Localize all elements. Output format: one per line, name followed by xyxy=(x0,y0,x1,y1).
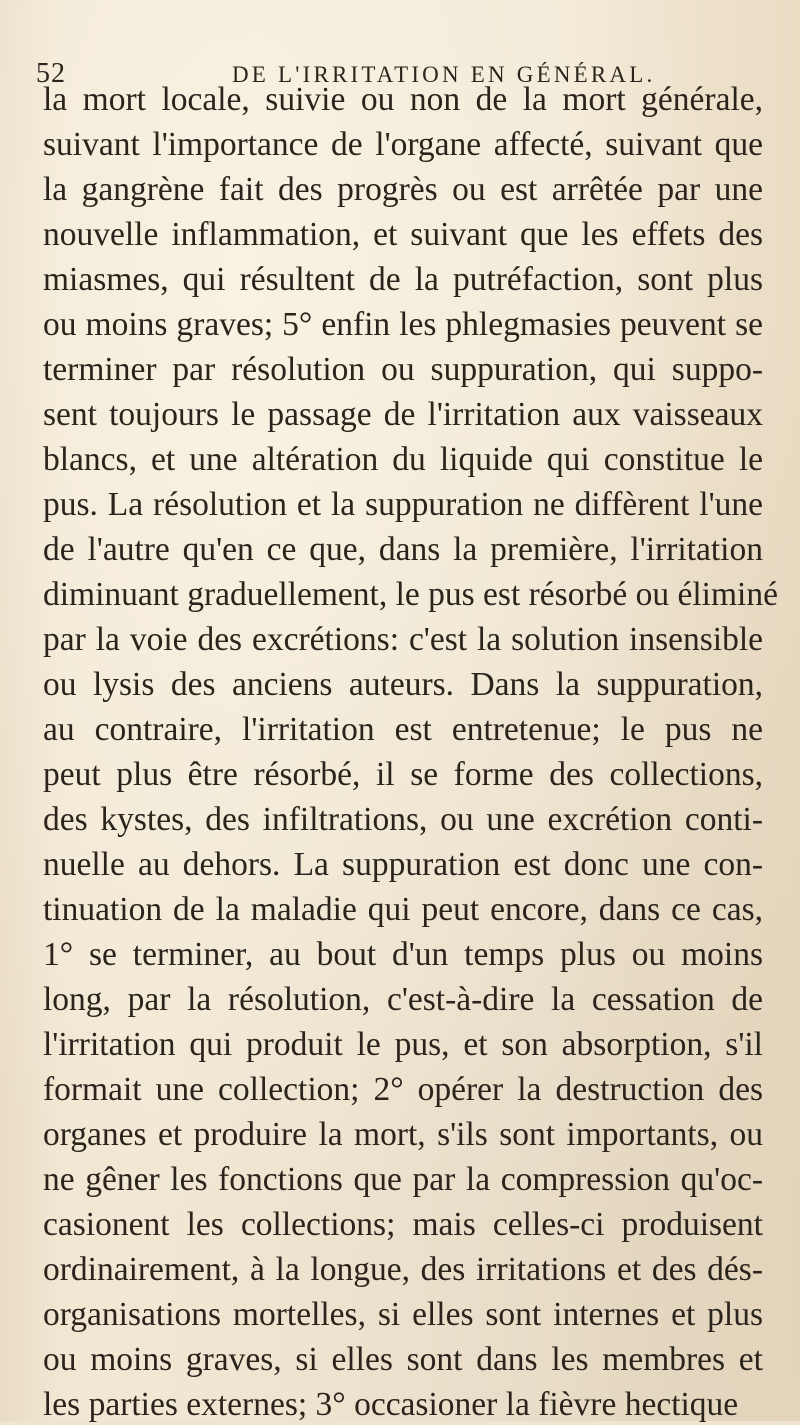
text-line: la mort locale, suivie ou non de la mort générale, xyxy=(43,81,763,118)
text-line: ou lysis des anciens auteurs. Dans la suppuration, xyxy=(43,666,763,703)
text-line: ou moins graves, si elles sont dans les membres et xyxy=(43,1341,763,1378)
text-line: 1° se terminer, au bout d'un temps plus ou moins xyxy=(43,936,763,973)
text-line: terminer par résolution ou suppuration, qui suppo- xyxy=(43,351,763,388)
text-line: suivant l'importance de l'organe affecté, suivant que xyxy=(43,126,763,163)
text-line: pus. La résolution et la suppuration ne diffèrent l'une xyxy=(43,486,763,523)
text-line: la gangrène fait des progrès ou est arrêtée par une xyxy=(43,171,763,208)
text-line: de l'autre qu'en ce que, dans la première, l'irritation xyxy=(43,531,763,568)
page-number: 52 xyxy=(36,58,66,89)
text-line: organes et produire la mort, s'ils sont importants, ou xyxy=(43,1116,763,1153)
text-line: l'irritation qui produit le pus, et son absorption, s'il xyxy=(43,1026,763,1063)
text-line: ou moins graves; 5° enfin les phlegmasies peuvent se xyxy=(43,306,763,343)
text-line: diminuant graduellement, le pus est résorbé ou éliminé xyxy=(43,576,778,613)
text-line: par la voie des excrétions: c'est la solution insensible xyxy=(43,621,763,658)
text-line: sent toujours le passage de l'irritation aux vaisseaux xyxy=(43,396,763,433)
text-line: nuelle au dehors. La suppuration est donc une con- xyxy=(43,846,763,883)
text-line: long, par la résolution, c'est-à-dire la cessation de xyxy=(43,981,763,1018)
text-line: ordinairement, à la longue, des irritations et des dés- xyxy=(43,1251,763,1288)
text-line: casionent les collections; mais celles-ci produisent xyxy=(43,1206,763,1243)
text-line: au contraire, l'irritation est entretenue; le pus ne xyxy=(43,711,763,748)
text-line: les parties externes; 3° occasioner la fièvre hectique xyxy=(43,1386,739,1423)
text-line: nouvelle inflammation, et suivant que les effets des xyxy=(43,216,763,253)
text-line: ne gêner les fonctions que par la compression qu'oc- xyxy=(43,1161,763,1198)
text-line: formait une collection; 2° opérer la destruction des xyxy=(43,1071,763,1108)
text-line: blancs, et une altération du liquide qui constitue le xyxy=(43,441,763,478)
text-line: organisations mortelles, si elles sont internes et plus xyxy=(43,1296,763,1333)
text-line: tinuation de la maladie qui peut encore, dans ce cas, xyxy=(43,891,763,928)
running-title: DE L'IRRITATION EN GÉNÉRAL. xyxy=(232,62,656,87)
text-line: des kystes, des infiltrations, ou une excrétion conti- xyxy=(43,801,763,838)
text-line: peut plus être résorbé, il se forme des collections, xyxy=(43,756,763,793)
text-line: miasmes, qui résultent de la putréfaction, sont plus xyxy=(43,261,763,298)
